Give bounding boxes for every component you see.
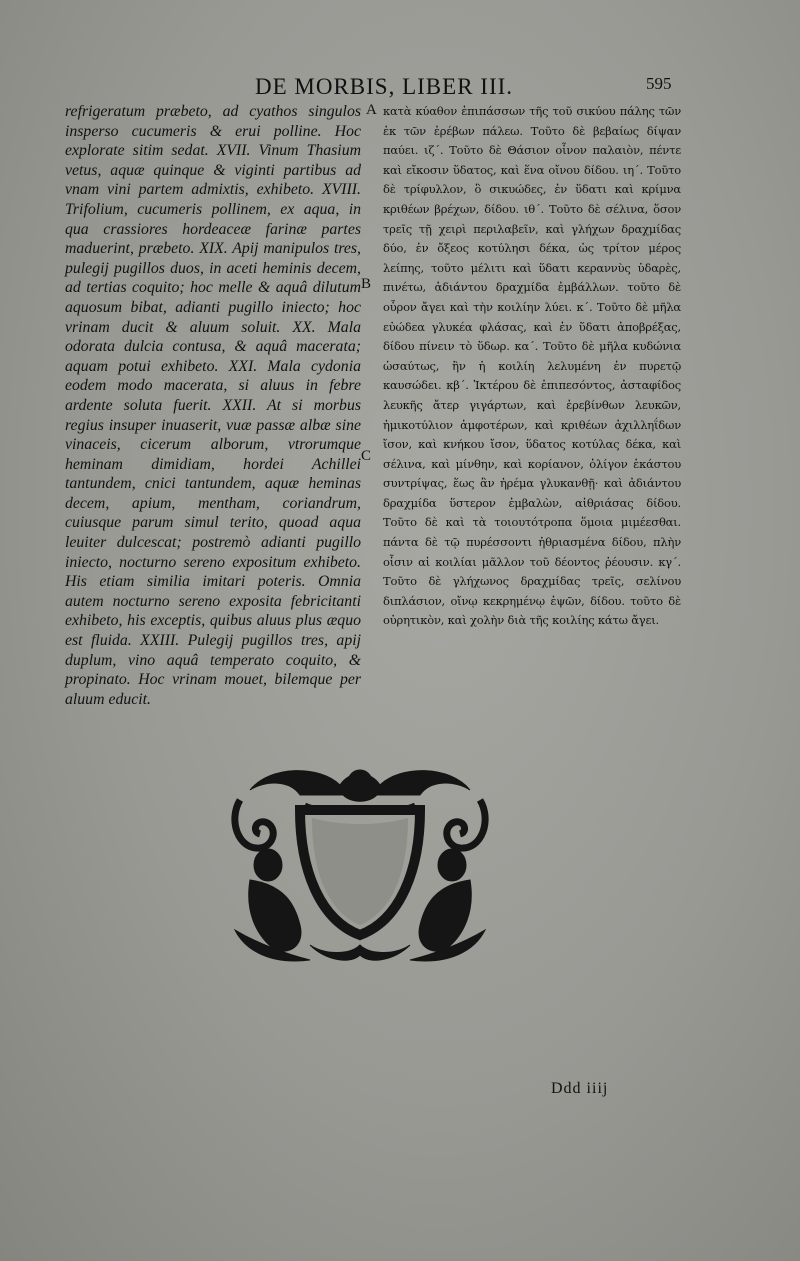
signature-mark: Ddd iiij	[551, 1080, 609, 1097]
running-head: DE MORBIS, LIBER III.	[255, 74, 514, 99]
page-number: 595	[646, 74, 672, 93]
margin-letter-c: C	[361, 448, 372, 464]
latin-column: refrigeratum præbeto, ad cyathos singulos insperso cucumeris & erui polline. Hoc explorate sitim sedat. XVII. Vinum Thasium vetus, aquæ quinque & viginti partibus ad vnam vini partem admixtis, exhibeto. XVIII. Trifolium, cucumeris pollinem, ex aqua, in qua crassiores hordeaceæ farinæ partes maduerint, præbeto. XIX. Apij manipulos tres, pulegij pugillos duos, in aceti heminis decem, ad tertias coquito; hoc melle & aquâ dilutum aquosum bibat, adianti pugillo iniecto; hoc vrinam ducit & aluum soluit. XX. Mala odorata dulcia contusa, & aquâ macerata; aquam potui exhibeto. XXI. Mala cydonia eodem modo macerata, si aluus in febre ardente soluta fuerit. XXII. At si morbus regius insuper inuaserit, vuæ passæ albæ sine vinaceis, cicerum alborum, vtrorumque heminam dimidiam, hordei Achillei tantundem, cnici tantundem, aquæ heminas decem, apium, mentham, coriandrum, cuiusque parum simul terito, quoad aqua leuiter dulcescat; postremò adianti pugillo iniecto, nocturno sereno expositum exhibeto. His etiam similia imitari poteris. Omnia autem nocturno sereno exposita febricitanti exhibeto, his exceptis, quibus aluus plus æquo est fluida. XXIII. Pulegij pugillos tres, apij duplum, vino aquâ temperato coquito, & propinato. Hoc vrinam mouet, bilemque per aluum educit.	[65, 103, 361, 708]
printers-ornament-icon	[230, 760, 490, 970]
greek-column: κατὰ κύαθον ἐπιπάσσων τῆς τοῦ σικύου πάλης τῶν ἐκ τῶν ἐρέβων πάλεω. Τοῦτο δὲ βεβαίως δίψαν παύει. ιζ΄. Τοῦτο δὲ Θάσιον οἶνον παλαιὸν, πέντε καὶ εἴκοσιν ὕδατος, καὶ ἕνα οἴνου δίδου. ιη΄. Τοῦτο δὲ τρίφυλλον, ὃ σικυώδες, ἐν ὕδατι καὶ κρίμνα κριθέων βρέχων, δίδου. ιθ΄. Τοῦτο δὲ σέλινα, ὅσον τρεῖς τῇ χειρὶ περιλαβεῖν, καὶ γλήχων δραχμίδας δύο, ἐν ὄξεος κοτύλησι δέκα, ὡς τρίτον μέρος λείπης, τοῦτο μέλιτι καὶ ὕδατι κεραννὺς ὑδαρὲς, πινέτω, ἀδιάντου δραχμίδα ἐμβάλλων. τοῦτο δὲ οὖρον ἄγει καὶ τὴν κοιλίην λύει. κ΄. Τοῦτο δὲ μῆλα εὐώδεα γλυκέα φλάσας, καὶ ἐν ὕδατι ἀποβρέξας, δίδου πίνειν τὸ ὕδωρ. κα΄. Τοῦτο δὲ μῆλα κυδώνια ὡσαύτως, ἢν ἡ κοιλίη λελυμένη ἐν πυρετῷ καυσώδει. κβ΄. Ἰκτέρου δὲ ἐπιπεσόντος, ἀσταφίδος λευκῆς ἄτερ γιγάρτων, καὶ ἐρεβίνθων λευκῶν, ἡμικοτύλιον ἀμφοτέρων, καὶ κριθέων ἀχιλληΐδων ἴσον, καὶ κνήκου ἴσον, ὕδατος κοτύλας δέκα, καὶ σέλινα, καὶ μίνθην, καὶ κορίανον, ὀλίγον ἑκάστου συντρίψας, ἕως ἂν ἠρέμα γλυκανθῇ· καὶ ἀδιάντου δραχμίδα ὕστερον ἐμβαλὼν, αἰθριάσας δίδου. Τοῦτο δὲ καὶ τὰ τοιουτότροπα ὅμοια μιμέεσθαι. πάντα δὲ τῷ πυρέσσοντι ἠθριασμένα δίδου, πλὴν οἷσιν αἱ κοιλίαι μᾶλλον τοῦ δέοντος ῥέουσιν. κγ΄. Τοῦτο δὲ γλήχωνος δραχμίδας τρεῖς, σελίνου διπλάσιον, οἴνῳ κεκρημένῳ ἑψῶν, δίδου. τοῦτο δὲ οὐρητικὸν, καὶ χολὴν διὰ τῆς κοιλίης κάτω ἄγει.	[383, 104, 681, 628]
margin-letter-a: A	[366, 102, 377, 118]
margin-letter-b: B	[361, 276, 372, 292]
